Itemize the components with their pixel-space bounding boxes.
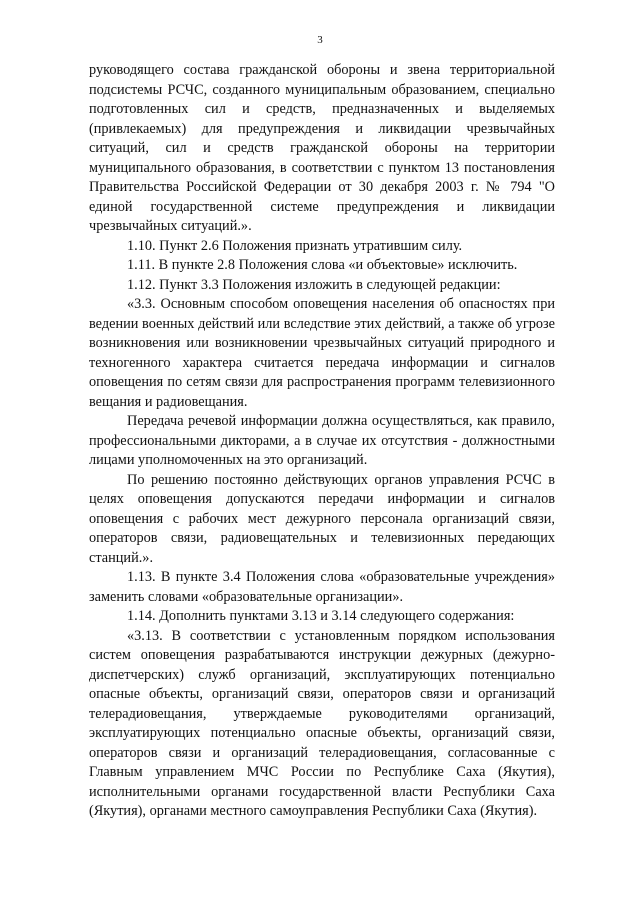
paragraph-continuation: руководящего состава гражданской обороны и звена территориальной подсистемы РСЧС, созданного муниципальным образованием, специально подготовленных сил и средств, предназначенных и выделяемых (привлекаемых) для предупреждения и ликвидации чрезвычайных ситуаций, сил и средств гражданской обороны на территории муниципального образования, в соответствии с пунктом 13 постановления Правительства Российской Федерации от 30 декабря 2003 г. № 794 "О единой государственной системе предупреждения и ликвидации чрезвычайных ситуаций.». [89,62,555,234]
paragraph-1-13: 1.13. В пункте 3.4 Положения слова «образовательные учреждения» заменить словами «образовательные организации». [89,569,555,605]
document-body [89,61,555,822]
paragraph-1-10: 1.10. Пункт 2.6 Положения признать утратившим силу. [127,237,463,254]
paragraph-rschs-decision: По решению постоянно действующих органов управления РСЧС в целях оповещения допускаются передачи информации и сигналов оповещения с рабочих мест дежурного персонала организаций связи, операторов связи, радиовещательных и телевизионных передающих станций.». [89,471,555,566]
paragraph-speech-transmission: Передача речевой информации должна осуществляться, как правило, профессиональными дикторами, а в случае их отсутствия - должностными лицами уполномоченных на это организаций. [89,413,555,468]
page-number: 3 [317,34,323,46]
paragraph-1-14: 1.14. Дополнить пунктами 3.13 и 3.14 следующего содержания: [127,608,515,624]
paragraph-1-11: 1.11. В пункте 2.8 Положения слова «и объектовые» исключить. [127,257,518,273]
paragraph-1-12: 1.12. Пункт 3.3 Положения изложить в следующей редакции: [127,276,501,293]
paragraph-3-3: «3.3. Основным способом оповещения населения об опасностях при ведении военных действий или вследствие этих действий, а также об угрозе возникновения или возникновении чрезвычайных ситуаций природного и техногенного характера считается передача информации и сигналов оповещения по сетям связи для распространения программ телевизионного вещания и радиовещания. [89,296,555,410]
paragraph-3-13: «3.13. В соответствии с установленным порядком использования систем оповещения разрабатываются инструкции дежурных (дежурно-диспетчерских) служб организаций, эксплуатирующих потенциально опасные объекты, организаций связи, операторов связи и организаций телерадиовещания, утверждаемые руководителями организаций, эксплуатирующих потенциально опасные объекты, организаций связи, операторов связи и организаций телерадиовещания, согласованные с Главным управлением МЧС России по Республике Саха (Якутия), исполнительными органами государственной власти Республики Саха (Якутия), органами местного самоуправления Республики Саха (Якутия). [89,627,555,819]
